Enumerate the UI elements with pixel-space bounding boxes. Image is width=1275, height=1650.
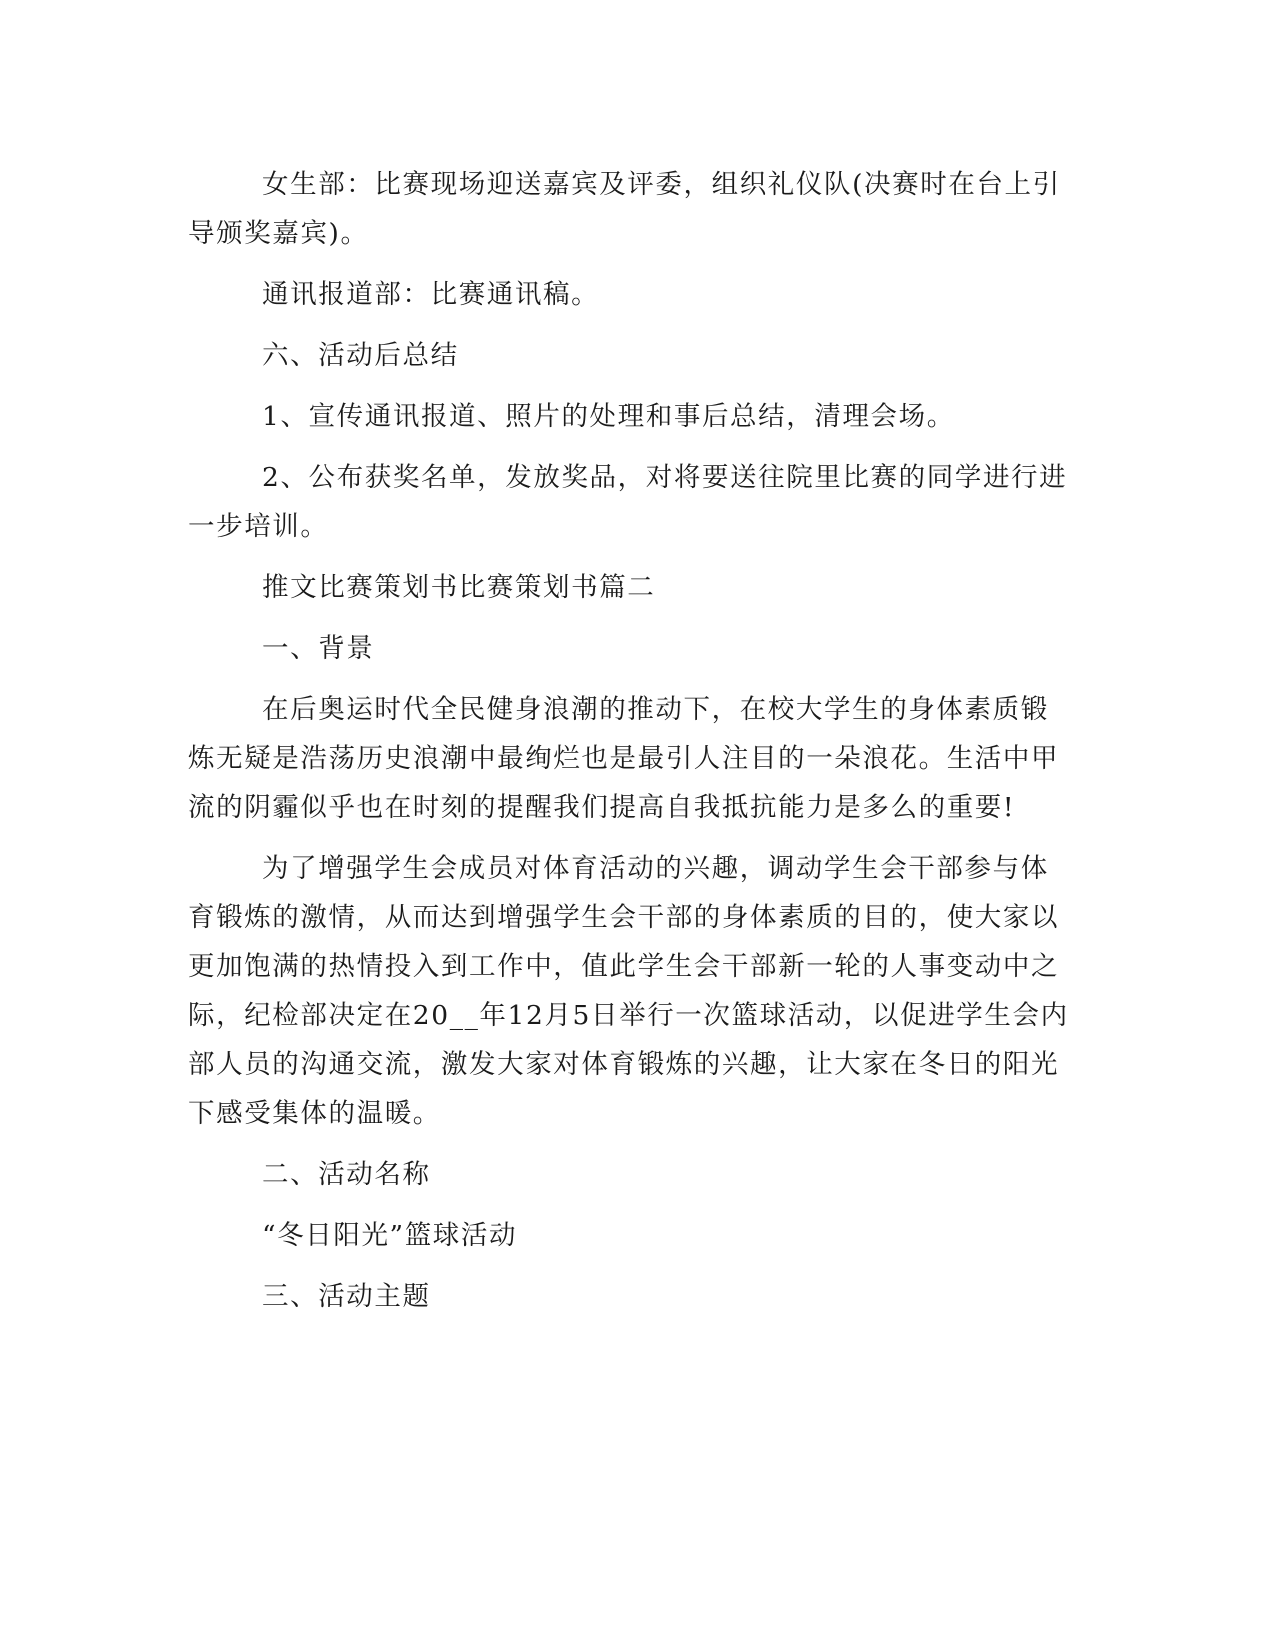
heading-activity-theme: 三、活动主题 xyxy=(262,1281,431,1312)
list-item-2: 2、公布获奖名单，发放奖品，对将要送往院里比赛的同学进行进一步培训。 xyxy=(188,462,1068,542)
section-title-part-two: 推文比赛策划书比赛策划书篇二 xyxy=(262,572,656,603)
paragraph-news-dept: 通讯报道部：比赛通讯稿。 xyxy=(262,279,600,310)
document-body xyxy=(188,160,1073,1333)
activity-name: “冬日阳光”篮球活动 xyxy=(262,1220,518,1251)
paragraph-background-1: 在后奥运时代全民健身浪潮的推动下，在校大学生的身体素质锻炼无疑是浩荡历史浪潮中最绚烂也是最引人注目的一朵浪花。生活中甲流的阴霾似乎也在时刻的提醒我们提高自我抵抗能力是多么的重要! xyxy=(188,694,1060,823)
heading-background: 一、背景 xyxy=(262,633,375,664)
heading-post-summary: 六、活动后总结 xyxy=(262,340,459,371)
paragraph-background-2: 为了增强学生会成员对体育活动的兴趣，调动学生会干部参与体育锻炼的激情，从而达到增强学生会干部的身体素质的目的，使大家以更加饱满的热情投入到工作中，值此学生会干部新一轮的人事变动中之际，纪检部决定在20__年12月5日举行一次篮球活动，以促进学生会内部人员的沟通交流，激发大家对体育锻炼的兴趣，让大家在冬日的阳光下感受集体的温暖。 xyxy=(188,853,1069,1129)
heading-activity-name: 二、活动名称 xyxy=(262,1159,431,1190)
paragraph-women-dept: 女生部：比赛现场迎送嘉宾及评委，组织礼仪队(决赛时在台上引导颁奖嘉宾)。 xyxy=(188,169,1061,249)
list-item-1: 1、宣传通讯报道、照片的处理和事后总结，清理会场。 xyxy=(262,401,955,432)
